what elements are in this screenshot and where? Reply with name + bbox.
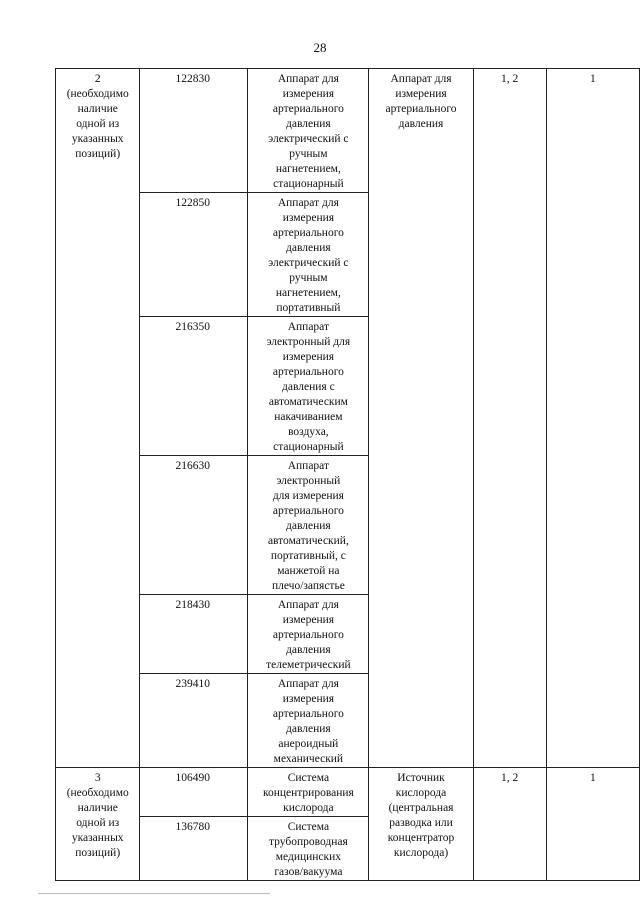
item-description: Аппарат электронный для измерения артериального давления автоматический, портативный, с манжетой на плечо/запястье xyxy=(248,456,369,595)
group-options: 1, 2 xyxy=(473,69,546,768)
item-code: 136780 xyxy=(140,817,248,881)
item-description: Система трубопроводная медицинских газов/вакуума xyxy=(248,817,369,881)
group-options: 1, 2 xyxy=(473,768,546,881)
item-description: Аппарат электронный для измерения артериального давления с автоматическим накачиванием воздуха, стационарный xyxy=(248,317,369,456)
item-description: Аппарат для измерения артериального давления электрический с ручным нагнетением, стационарный xyxy=(248,69,369,193)
item-code: 216350 xyxy=(140,317,248,456)
group-number: 3 (необходимо наличие одной из указанных позиций) xyxy=(56,768,140,881)
group-name: Аппарат для измерения артериального давления xyxy=(369,69,473,768)
item-code: 216630 xyxy=(140,456,248,595)
item-code: 106490 xyxy=(140,768,248,817)
group-count: 1 xyxy=(546,768,639,881)
page-number: 28 xyxy=(313,40,327,55)
group-number: 2 (необходимо наличие одной из указанных позиций) xyxy=(56,69,140,768)
item-description: Аппарат для измерения артериального давления телеметрический xyxy=(248,595,369,674)
table-row xyxy=(56,69,640,193)
item-code: 239410 xyxy=(140,674,248,768)
item-description: Система концентрирования кислорода xyxy=(248,768,369,817)
item-description: Аппарат для измерения артериального давления анероидный механический xyxy=(248,674,369,768)
item-code: 218430 xyxy=(140,595,248,674)
item-description: Аппарат для измерения артериального давления электрический с ручным нагнетением, портативный xyxy=(248,193,369,317)
item-code: 122830 xyxy=(140,69,248,193)
item-code: 122850 xyxy=(140,193,248,317)
equipment-table xyxy=(55,68,640,881)
group-name: Источник кислорода (центральная разводка или концентратор кислорода) xyxy=(369,768,473,881)
group-count: 1 xyxy=(546,69,639,768)
table-row xyxy=(56,768,640,817)
footer-divider xyxy=(38,893,270,894)
